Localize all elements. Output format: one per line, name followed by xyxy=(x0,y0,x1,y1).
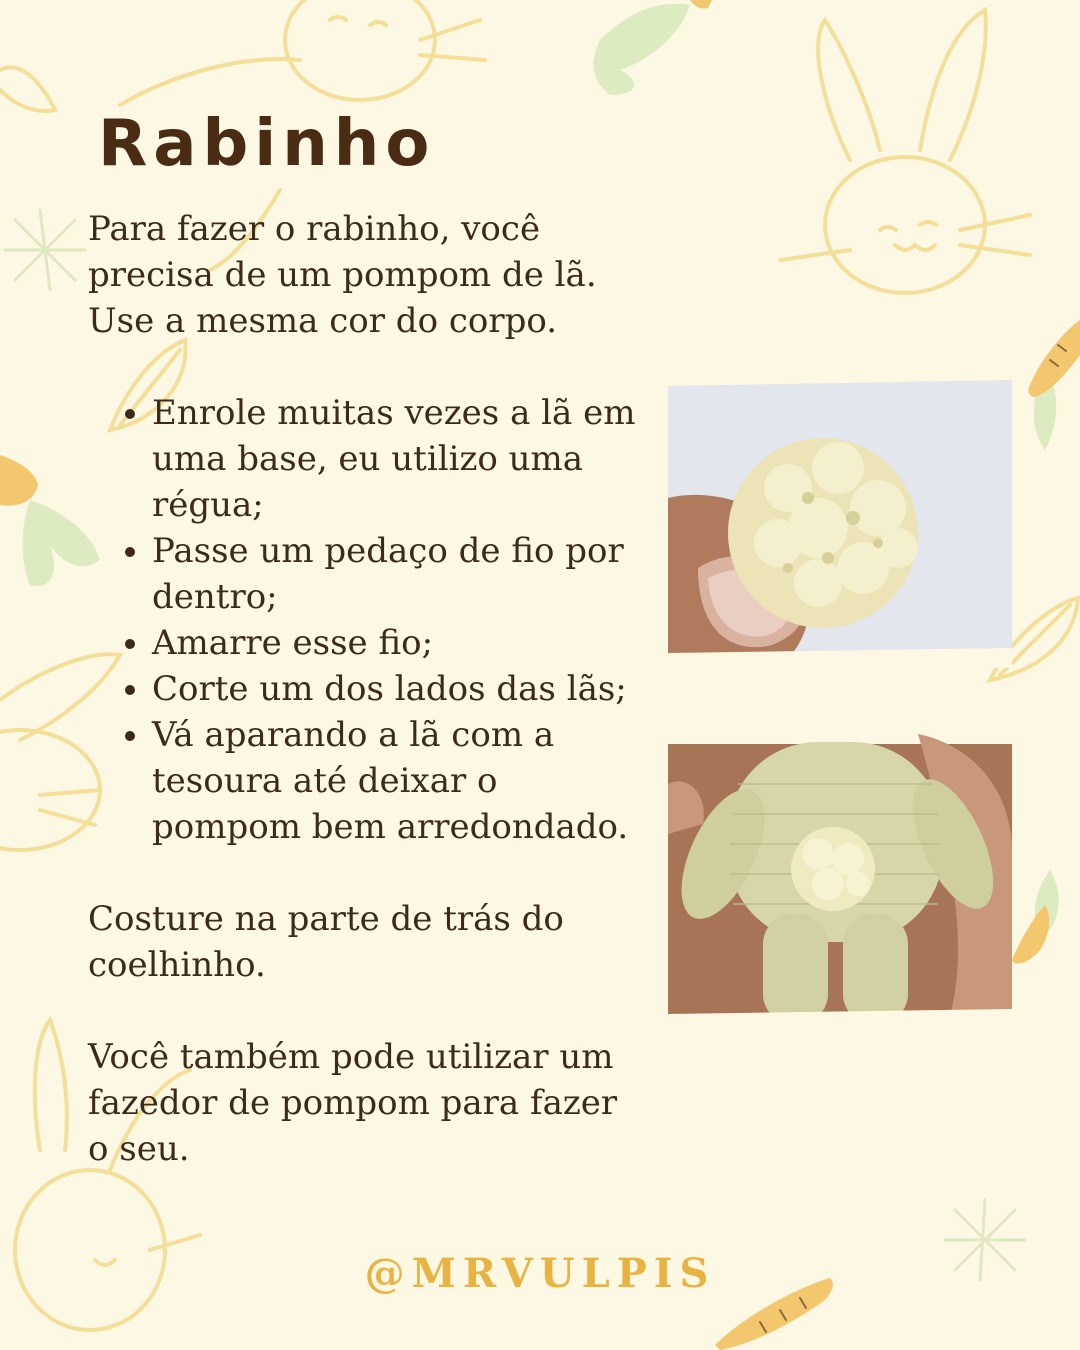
intro-line: Use a mesma cor do corpo. xyxy=(88,301,558,341)
intro-line: precisa de um pompom de lã. xyxy=(88,255,597,295)
page-title: Rabinho xyxy=(98,107,436,181)
list-item: • Corte um dos lados das lãs; xyxy=(152,666,648,712)
sparkle-icon xyxy=(5,210,85,290)
sew-line: coelhinho. xyxy=(88,945,266,985)
intro-paragraph xyxy=(88,206,648,344)
pompom-photo xyxy=(668,368,1012,668)
sew-line: Costure na parte de trás do xyxy=(88,899,564,939)
alt-line: fazedor de pompom para fazer xyxy=(88,1083,618,1123)
bunny-icon xyxy=(780,10,1030,293)
list-item: • Enrole muitas vezes a lã em uma base, eu utilizo uma régua; xyxy=(152,390,648,528)
sew-paragraph xyxy=(88,896,648,988)
instructions xyxy=(88,206,648,1172)
list-item: • Passe um pedaço de fio por dentro; xyxy=(152,528,648,620)
author-handle: @MRVULPIS xyxy=(364,1250,716,1297)
steps-list xyxy=(88,390,648,850)
alt-line: o seu. xyxy=(88,1129,190,1169)
alternative-paragraph xyxy=(88,1034,648,1172)
bunny-back-photo xyxy=(668,724,1012,1024)
alt-line: Você também pode utilizar um xyxy=(88,1037,614,1077)
leaf-icon xyxy=(0,67,55,111)
list-item: • Amarre esse fio; xyxy=(152,620,648,666)
intro-line: Para fazer o rabinho, você xyxy=(88,209,541,249)
list-item: • Vá aparando a lã com a tesoura até deixar o pompom bem arredondado. xyxy=(152,712,648,850)
